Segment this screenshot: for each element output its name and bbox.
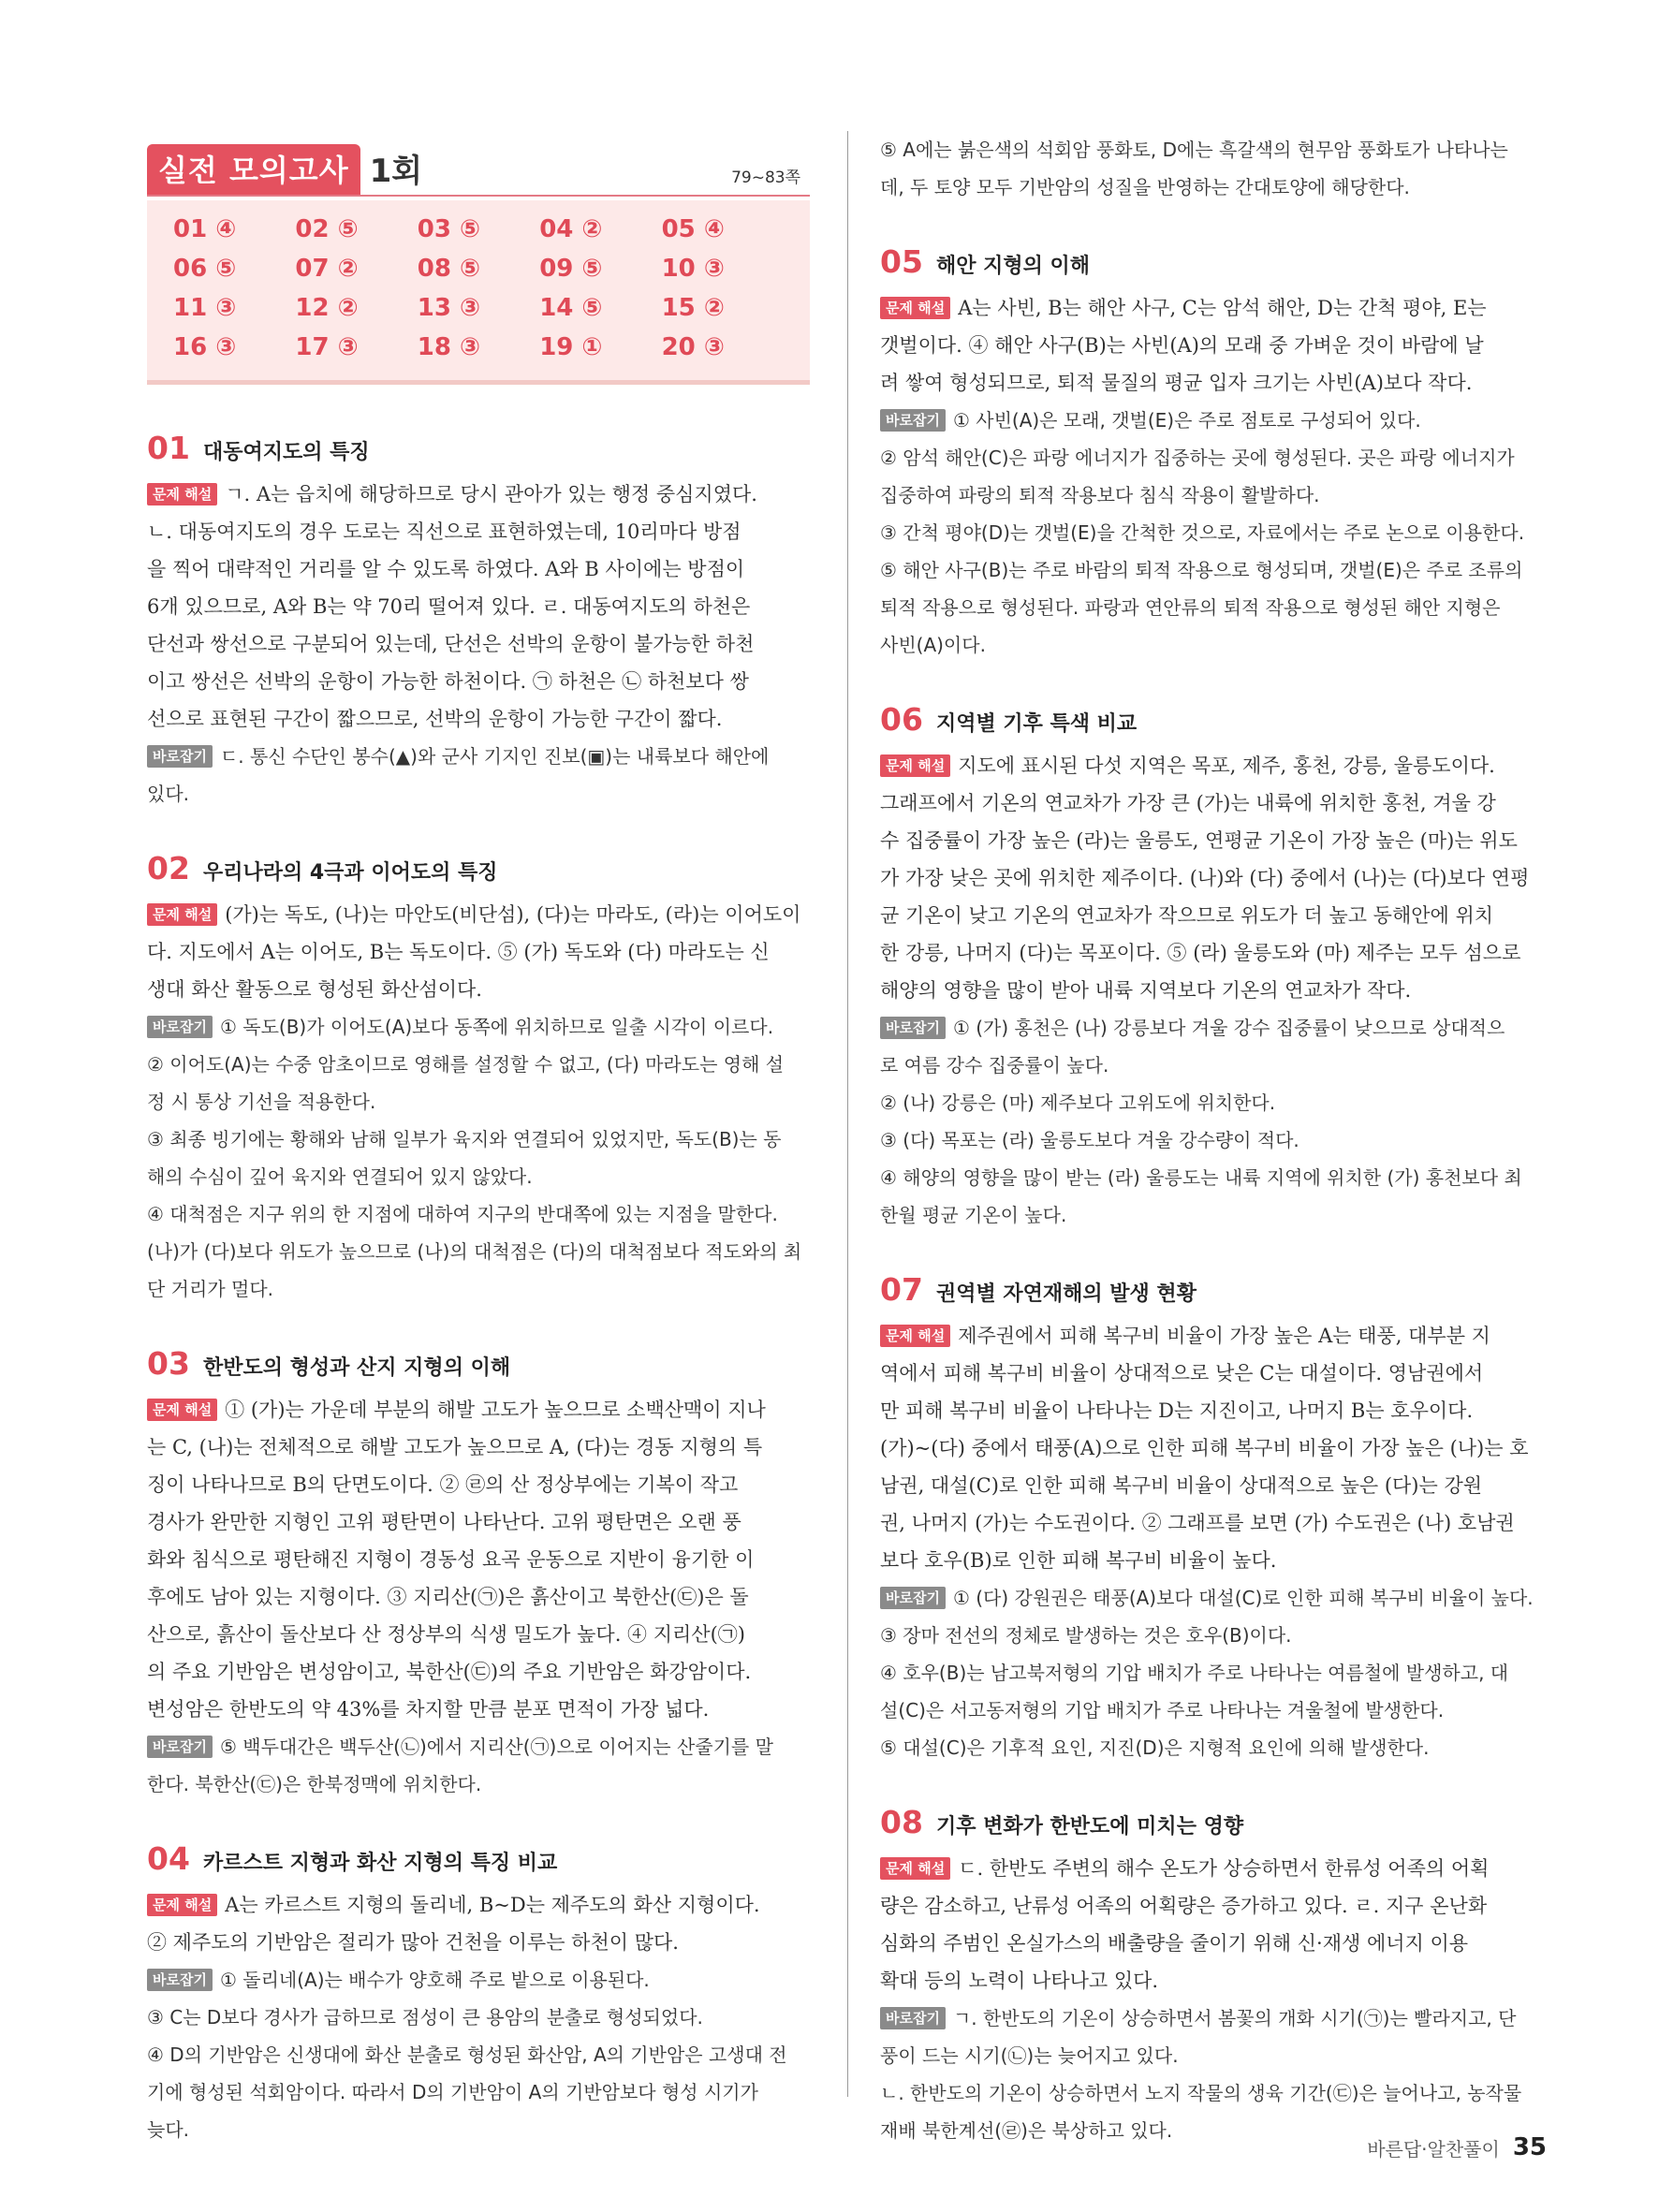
text-line: ② 암석 해안(C)은 파랑 에너지가 집중하는 곳에 형성된다. 곳은 파랑 에너지가 — [880, 447, 1515, 469]
section-number: 06 — [880, 701, 923, 738]
text-line: 바로잡기 ① (가) 홍천은 (나) 강릉보다 겨울 강수 집중률이 낮으므로 상대적으 — [880, 1009, 1543, 1047]
text-line: ③ 장마 전선의 정체로 발생하는 것은 호우(B)이다. — [880, 1624, 1292, 1647]
text-line: 그래프에서 기온의 연교차가 가장 큰 (가)는 내륙에 위치한 홍천, 겨울 강 — [880, 792, 1496, 814]
text-line: 역에서 피해 복구비 비율이 상대적으로 낮은 C는 대설이다. 영남권에서 — [880, 1362, 1484, 1384]
section-number: 08 — [880, 1804, 923, 1840]
text-line: 의 주요 기반암은 변성암이고, 북한산(㉢)의 주요 기반암은 화강암이다. — [147, 1661, 752, 1683]
text-line: 해양의 영향을 많이 받아 내륙 지역보다 기온의 연교차가 작다. — [880, 979, 1412, 1002]
text-line: 문제 해설 A는 카르스트 지형의 돌리네, B~D는 제주도의 화산 지형이다. — [147, 1886, 810, 1924]
column-divider — [847, 131, 848, 2097]
section-number: 05 — [880, 243, 923, 280]
text-line: 가 가장 낮은 곳에 위치한 제주이다. (나)와 (다) 중에서 (나)는 (다)보다 연평 — [880, 867, 1530, 889]
text-line: (가)~(다) 중에서 태풍(A)으로 인한 피해 복구비 비율이 가장 높은 (나)는 호 — [880, 1437, 1529, 1459]
text-line: 량은 감소하고, 난류성 어족의 어획량은 증가하고 있다. ㄹ. 지구 온난화 — [880, 1895, 1488, 1917]
correction-badge: 바로잡기 — [147, 1736, 213, 1758]
section-03 — [147, 1345, 810, 1803]
answer-item: 14 ⑤ — [539, 294, 603, 322]
text-line: ④ D의 기반암은 신생대에 화산 분출로 형성된 화산암, A의 기반암은 고생대 전 — [147, 2044, 787, 2066]
text-line: 확대 등의 노력이 나타나고 있다. — [880, 1970, 1159, 1992]
answer-item: 07 ② — [295, 255, 359, 283]
text-line: ㄴ. 한반도의 기온이 상승하면서 노지 작물의 생육 기간(㉢)은 늘어나고, 농작물 — [880, 2082, 1522, 2104]
section-heading — [880, 243, 1543, 280]
answer-item: 16 ③ — [173, 333, 237, 361]
text-line: 선으로 표현된 구간이 짧으므로, 선박의 운항이 가능한 구간이 짧다. — [147, 708, 723, 730]
section-title: 대동여지도의 특징 — [202, 441, 370, 464]
correction-badge: 바로잡기 — [147, 1016, 213, 1038]
text-line: 늦다. — [147, 2118, 189, 2141]
section-05 — [880, 243, 1543, 664]
text-line: 징이 나타나므로 B의 단면도이다. ② ㉣의 산 정상부에는 기복이 작고 — [147, 1473, 739, 1496]
text-line: ③ (다) 목포는 (라) 울릉도보다 겨울 강수량이 적다. — [880, 1129, 1299, 1151]
text-line: ③ 최종 빙기에는 황해와 남해 일부가 육지와 연결되어 있었지만, 독도(B)는 동 — [147, 1128, 782, 1150]
text-line: 문제 해설 지도에 표시된 다섯 지역은 목포, 제주, 홍천, 강릉, 울릉도이다. — [880, 747, 1543, 784]
text-line: 려 쌓여 형성되므로, 퇴적 물질의 평균 입자 크기는 사빈(A)보다 작다. — [880, 372, 1473, 394]
text-line: 재배 북한계선(㉣)은 북상하고 있다. — [880, 2119, 1173, 2142]
answer-item: 20 ③ — [661, 333, 725, 361]
section-title: 권역별 자연재해의 발생 현황 — [935, 1282, 1197, 1306]
text-line: ② 제주도의 기반암은 절리가 많아 건천을 이루는 하천이 많다. — [147, 1931, 679, 1954]
correction-badge: 바로잡기 — [147, 1969, 213, 1991]
text-line: ③ 간척 평야(D)는 갯벌(E)을 간척한 것으로, 자료에서는 주로 논으로 이용한다. — [880, 521, 1525, 544]
text-line: 바로잡기 ⑤ 백두대간은 백두산(㉡)에서 지리산(㉠)으로 이어지는 산줄기를 말 — [147, 1728, 810, 1765]
answer-item: 17 ③ — [295, 333, 359, 361]
text-line: 있다. — [147, 783, 189, 805]
explanation-badge: 문제 해설 — [880, 297, 950, 319]
text-line: 기에 형성된 석회암이다. 따라서 D의 기반암이 A의 기반암보다 형성 시기가 — [147, 2081, 758, 2103]
section-07 — [880, 1271, 1543, 1766]
section-number: 04 — [147, 1840, 190, 1877]
correction-badge: 바로잡기 — [880, 1017, 946, 1039]
answer-item: 08 ⑤ — [417, 255, 481, 283]
text-line: 갯벌이다. ④ 해안 사구(B)는 사빈(A)의 모래 중 가벼운 것이 바람에 날 — [880, 334, 1484, 357]
explanation-badge: 문제 해설 — [880, 1325, 950, 1347]
text-line: 단 거리가 멀다. — [147, 1278, 273, 1300]
text-line: 바로잡기 ㄷ. 통신 수단인 봉수(▲)와 군사 기지인 진보(▣)는 내륙보다 해안에 — [147, 738, 810, 775]
answer-grid — [147, 200, 810, 385]
section-01 — [147, 430, 810, 813]
section-number: 03 — [147, 1345, 190, 1382]
text-line: 산으로, 흙산이 돌산보다 산 정상부의 식생 밀도가 높다. ④ 지리산(㉠) — [147, 1623, 745, 1646]
explanation-badge: 문제 해설 — [880, 754, 950, 777]
correction-badge: 바로잡기 — [880, 409, 946, 432]
text-line: ② 이어도(A)는 수중 암초이므로 영해를 설정할 수 없고, (다) 마라도는 영해 설 — [147, 1053, 785, 1076]
answer-item: 02 ⑤ — [295, 215, 359, 243]
text-line: ③ C는 D보다 경사가 급하므로 점성이 큰 용암의 분출로 형성되었다. — [147, 2006, 703, 2029]
text-line: 문제 해설 ㄱ. A는 읍치에 해당하므로 당시 관아가 있는 행정 중심지였다. — [147, 476, 810, 513]
section-title: 해안 지형의 이해 — [935, 255, 1091, 278]
answer-item: 01 ④ — [173, 215, 237, 243]
explanation-badge: 문제 해설 — [147, 903, 217, 926]
text-line: 바로잡기 ① 독도(B)가 이어도(A)보다 동쪽에 위치하므로 일출 시각이 이르다. — [147, 1008, 810, 1046]
section-number: 07 — [880, 1271, 923, 1308]
exam-round: 1회 — [369, 153, 423, 190]
text-line: 다. 지도에서 A는 이어도, B는 독도이다. ⑤ (가) 독도와 (다) 마라도는 신 — [147, 941, 770, 963]
text-line: 수 집중률이 가장 높은 (라)는 울릉도, 연평균 기온이 가장 높은 (마)는 위도 — [880, 829, 1518, 852]
section-heading — [147, 850, 810, 886]
answer-item: 03 ⑤ — [417, 215, 481, 243]
text-line: 단선과 쌍선으로 구분되어 있는데, 단선은 선박의 운항이 불가능한 하천 — [147, 633, 755, 655]
section-title: 기후 변화가 한반도에 미치는 영향 — [935, 1815, 1244, 1838]
text-line: ④ 해양의 영향을 많이 받는 (라) 울릉도는 내륙 지역에 위치한 (가) 홍천보다 최 — [880, 1166, 1522, 1189]
text-line: 문제 해설 ㄷ. 한반도 주변의 해수 온도가 상승하면서 한류성 어족의 어획 — [880, 1850, 1543, 1887]
text-line: 을 찍어 대략적인 거리를 알 수 있도록 하였다. A와 B 사이에는 방점이 — [147, 558, 745, 580]
section-08 — [880, 1804, 1543, 2149]
answer-item: 09 ⑤ — [539, 255, 603, 283]
correction-badge: 바로잡기 — [880, 1587, 946, 1609]
text-line: 바로잡기 ① (다) 강원권은 태풍(A)보다 대설(C)로 인한 피해 복구비 비율이 높다. — [880, 1579, 1543, 1617]
text-line: 바로잡기 ① 돌리네(A)는 배수가 양호해 주로 밭으로 이용된다. — [147, 1961, 810, 1999]
exam-header — [147, 139, 810, 197]
right-column — [880, 131, 1543, 2149]
text-line: 해의 수심이 깊어 육지와 연결되어 있지 않았다. — [147, 1165, 533, 1188]
text-line: ⑤ 해안 사구(B)는 주로 바람의 퇴적 작용으로 형성되며, 갯벌(E)은 주로 조류의 — [880, 559, 1523, 581]
text-line: 퇴적 작용으로 형성된다. 파랑과 연안류의 퇴적 작용으로 형성된 해안 지형은 — [880, 596, 1501, 619]
text-line: 문제 해설 제주권에서 피해 복구비 비율이 가장 높은 A는 태풍, 대부분 지 — [880, 1317, 1543, 1355]
section-number: 02 — [147, 850, 190, 886]
text-line: 한 강릉, 나머지 (다)는 목포이다. ⑤ (라) 울릉도와 (마) 제주는 모두 섬으로 — [880, 942, 1521, 964]
text-line: ⑤ 대설(C)은 기후적 요인, 지진(D)은 지형적 요인에 의해 발생한다. — [880, 1736, 1430, 1759]
book-title: 바른답·알찬풀이 — [1367, 2137, 1500, 2161]
text-line: 경사가 완만한 지형인 고위 평탄면이 나타난다. 고위 평탄면은 오랜 풍 — [147, 1511, 741, 1533]
text-line: 정 시 통상 기선을 적용한다. — [147, 1091, 376, 1113]
answer-item: 15 ② — [661, 294, 725, 322]
text-line: 문제 해설 A는 사빈, B는 해안 사구, C는 암석 해안, D는 간척 평야, E는 — [880, 289, 1543, 327]
section-02 — [147, 850, 810, 1308]
text-line: 문제 해설 ① (가)는 가운데 부분의 해발 고도가 높으므로 소백산맥이 지나 — [147, 1391, 810, 1428]
text-line: ㄴ. 대동여지도의 경우 도로는 직선으로 표현하였는데, 10리마다 방점 — [147, 520, 741, 543]
text-line: 화와 침식으로 평탄해진 지형이 경동성 요곡 운동으로 지반이 융기한 이 — [147, 1548, 755, 1571]
text-line: 한다. 북한산(㉢)은 한북정맥에 위치한다. — [147, 1773, 482, 1795]
text-line: 6개 있으므로, A와 B는 약 70리 떨어져 있다. ㄹ. 대동여지도의 하천은 — [147, 595, 751, 618]
text-line: 로 여름 강수 집중률이 높다. — [880, 1054, 1109, 1077]
section-04 — [147, 1840, 810, 2148]
text-line: 균 기온이 낮고 기온의 연교차가 작으므로 위도가 더 높고 동해안에 위치 — [880, 904, 1494, 927]
explanation-badge: 문제 해설 — [147, 1894, 217, 1916]
text-line: 바로잡기 ㄱ. 한반도의 기온이 상승하면서 봄꽃의 개화 시기(㉠)는 빨라지고, 단 — [880, 2000, 1543, 2037]
answer-item: 18 ③ — [417, 333, 481, 361]
text-line: 는 C, (나)는 전체적으로 해발 고도가 높으므로 A, (다)는 경동 지형의 특 — [147, 1436, 763, 1458]
answer-item: 11 ③ — [173, 294, 237, 322]
answer-item: 19 ① — [539, 333, 603, 361]
text-line: 설(C)은 서고동저형의 기압 배치가 주로 나타나는 겨울철에 발생한다. — [880, 1699, 1445, 1721]
text-line: ⑤ A에는 붉은색의 석회암 풍화토, D에는 흑갈색의 현무암 풍화토가 나타나는 — [880, 139, 1508, 161]
text-line: 풍이 드는 시기(㉡)는 늦어지고 있다. — [880, 2044, 1179, 2067]
text-line: 집중하여 파랑의 퇴적 작용보다 침식 작용이 활발하다. — [880, 484, 1320, 506]
text-line: 이고 쌍선은 선박의 운항이 가능한 하천이다. ㉠ 하천은 ㉡ 하천보다 쌍 — [147, 670, 749, 693]
answer-item: 06 ⑤ — [173, 255, 237, 283]
text-line: ② (나) 강릉은 (마) 제주보다 고위도에 위치한다. — [880, 1091, 1276, 1114]
text-line: 사빈(A)이다. — [880, 634, 986, 656]
explanation-badge: 문제 해설 — [147, 1399, 217, 1421]
section-title: 카르스트 지형과 화산 지형의 특징 비교 — [202, 1852, 558, 1875]
text-line: 생대 화산 활동으로 형성된 화산섬이다. — [147, 978, 482, 1001]
answer-item: 12 ② — [295, 294, 359, 322]
section-heading — [147, 430, 810, 466]
section-title: 지역별 기후 특색 비교 — [935, 712, 1138, 736]
page-number: 35 — [1512, 2133, 1547, 2161]
left-column — [147, 139, 810, 2148]
correction-badge: 바로잡기 — [147, 745, 213, 768]
text-line: ④ 호우(B)는 남고북저형의 기압 배치가 주로 나타나는 여름철에 발생하고, 대 — [880, 1662, 1509, 1684]
explanation-badge: 문제 해설 — [147, 483, 217, 505]
answer-item: 05 ④ — [661, 215, 725, 243]
text-line: 데, 두 토양 모두 기반암의 성질을 반영하는 간대토양에 해당한다. — [880, 176, 1410, 198]
answer-item: 10 ③ — [661, 255, 725, 283]
correction-badge: 바로잡기 — [880, 2007, 946, 2029]
text-line: 후에도 남아 있는 지형이다. ③ 지리산(㉠)은 흙산이고 북한산(㉢)은 돌 — [147, 1586, 749, 1608]
text-line: 변성암은 한반도의 약 43%를 차지할 만큼 분포 면적이 가장 넓다. — [147, 1698, 710, 1721]
text-line: 문제 해설 (가)는 독도, (나)는 마안도(비단섬), (다)는 마라도, (라)는 이어도이 — [147, 896, 810, 933]
section-heading — [880, 1804, 1543, 1840]
section-06 — [880, 701, 1543, 1234]
text-line: 권, 나머지 (가)는 수도권이다. ② 그래프를 보면 (가) 수도권은 (나) 호남권 — [880, 1512, 1515, 1534]
exam-pages: 79~83쪽 — [731, 168, 800, 187]
text-line: 심화의 주범인 온실가스의 배출량을 줄이기 위해 신·재생 에너지 이용 — [880, 1932, 1469, 1955]
text-line: 남권, 대설(C)로 인한 피해 복구비 비율이 상대적으로 높은 (다)는 강원 — [880, 1474, 1483, 1497]
text-line: 한월 평균 기온이 높다. — [880, 1204, 1067, 1226]
text-line: (나)가 (다)보다 위도가 높으므로 (나)의 대척점은 (다)의 대척점보다 적도와의 최 — [147, 1240, 802, 1263]
text-line: 보다 호우(B)로 인한 피해 복구비 비율이 높다. — [880, 1549, 1277, 1572]
section-04-continued — [880, 131, 1543, 206]
explanation-badge: 문제 해설 — [880, 1857, 950, 1880]
text-line: ④ 대척점은 지구 위의 한 지점에 대하여 지구의 반대쪽에 있는 지점을 말한다. — [147, 1203, 778, 1225]
section-title: 우리나라의 4극과 이어도의 특징 — [202, 861, 498, 885]
exam-tag: 실전 모의고사 — [147, 144, 360, 195]
section-heading — [147, 1840, 810, 1877]
answer-item: 13 ③ — [417, 294, 481, 322]
section-heading — [880, 701, 1543, 738]
page-footer — [1367, 2133, 1547, 2161]
section-heading — [147, 1345, 810, 1382]
section-heading — [880, 1271, 1543, 1308]
text-line: 만 피해 복구비 비율이 나타나는 D는 지진이고, 나머지 B는 호우이다. — [880, 1399, 1474, 1422]
text-line: 바로잡기 ① 사빈(A)은 모래, 갯벌(E)은 주로 점토로 구성되어 있다. — [880, 402, 1543, 439]
section-title: 한반도의 형성과 산지 지형의 이해 — [202, 1356, 511, 1380]
answer-item: 04 ② — [539, 215, 603, 243]
section-number: 01 — [147, 430, 190, 466]
